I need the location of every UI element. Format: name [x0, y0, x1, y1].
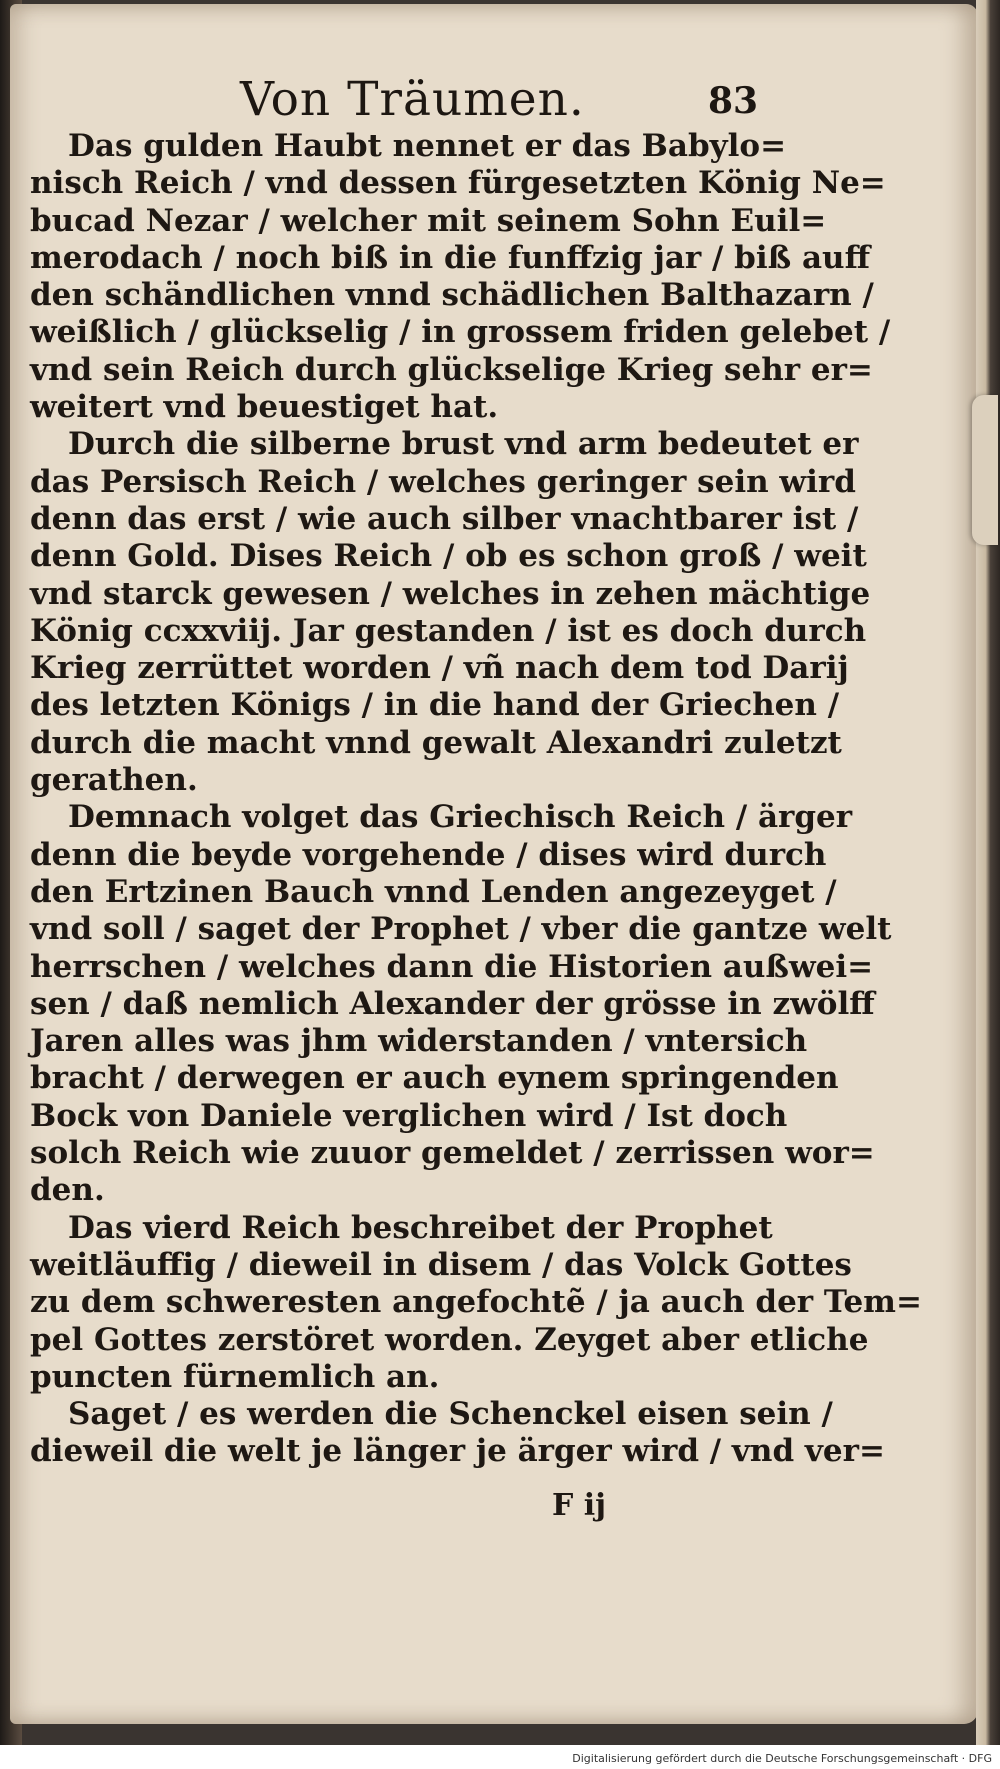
text-line: König ccxxviij. Jar gestanden / ist es doch durch — [30, 612, 867, 649]
running-head: Von Träumen. — [240, 72, 585, 127]
page-tab — [972, 395, 998, 545]
text-line: bracht / derwegen er auch eynem springenden — [30, 1060, 839, 1097]
body-text — [30, 128, 922, 1471]
text-line: den. — [30, 1172, 105, 1209]
signature-mark: F ij — [552, 1488, 606, 1523]
text-line: Demnach volget das Griechisch Reich / ärger — [68, 799, 853, 836]
text-line: den schändlichen vnnd schädlichen Balthazarn / — [30, 277, 874, 314]
text-line: Saget / es werden die Schenckel eisen sein / — [68, 1396, 833, 1433]
text-line: vnd soll / saget der Prophet / vber die gantze welt — [30, 911, 892, 948]
text-line: denn die beyde vorgehende / dises wird durch — [30, 836, 827, 873]
text-line: Bock von Daniele verglichen wird / Ist doch — [30, 1097, 788, 1134]
text-line: solch Reich wie zuuor gemeldet / zerrissen wor= — [30, 1135, 875, 1172]
text-line: weitläuffig / dieweil in disem / das Volck Gottes — [30, 1246, 852, 1283]
footer-credit: Digitalisierung gefördert durch die Deutsche Forschungsgemeinschaft · DFG — [572, 1752, 992, 1765]
text-line: das Persisch Reich / welches geringer sein wird — [30, 463, 856, 500]
text-line: zu dem schweresten angefochtẽ / ja auch der Tem= — [30, 1284, 922, 1321]
text-line: gerathen. — [30, 762, 198, 799]
text-line: vnd starck gewesen / welches in zehen mächtige — [30, 575, 871, 612]
text-line: Das gulden Haubt nennet er das Babylo= — [68, 128, 787, 164]
text-line: durch die macht vnnd gewalt Alexandri zuletzt — [30, 724, 842, 761]
text-line: des letzten Königs / in die hand der Griechen / — [30, 687, 840, 724]
text-line: vnd sein Reich durch glückselige Krieg sehr er= — [30, 351, 873, 388]
text-line: bucad Nezar / welcher mit seinem Sohn Euil= — [30, 202, 827, 239]
text-line: den Ertzinen Bauch vnnd Lenden angezeyget / — [30, 873, 837, 910]
text-line: Jaren alles was jhm widerstanden / vntersich — [30, 1023, 808, 1060]
text-line: dieweil die welt je länger je ärger wird / vnd ver= — [30, 1433, 885, 1470]
text-line: Durch die silberne brust vnd arm bedeutet er — [68, 426, 859, 463]
page-number: 83 — [708, 80, 759, 122]
page-edge — [976, 0, 1000, 1769]
text-line: sen / daß nemlich Alexander der grösse in zwölff — [30, 985, 875, 1022]
text-line: merodach / noch biß in die funffzig jar / biß auff — [30, 239, 871, 276]
text-line: nisch Reich / vnd dessen fürgesetzten König Ne= — [30, 165, 886, 202]
text-line: Krieg zerrüttet worden / vñ nach dem tod Darij — [30, 650, 849, 687]
text-line: herrschen / welches dann die Historien außwei= — [30, 948, 874, 985]
text-line: denn Gold. Dises Reich / ob es schon groß / weit — [30, 538, 867, 575]
text-line: denn das erst / wie auch silber vnachtbarer ist / — [30, 500, 859, 537]
text-line: pel Gottes zerstöret worden. Zeyget aber etliche — [30, 1321, 869, 1358]
text-line: Das vierd Reich beschreibet der Prophet — [68, 1209, 773, 1246]
text-line: weitert vnd beuestiget hat. — [30, 389, 499, 426]
footer-bar — [0, 1745, 1000, 1769]
text-line: puncten fürnemlich an. — [30, 1358, 440, 1395]
text-line: weißlich / glückselig / in grossem friden gelebet / — [30, 314, 891, 351]
